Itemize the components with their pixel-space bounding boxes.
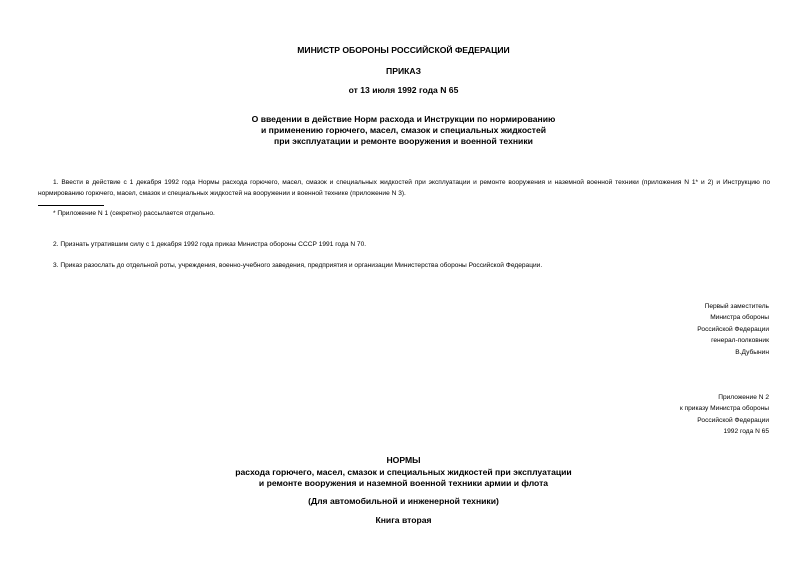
- signature-line-5: В.Дубынин: [735, 348, 769, 356]
- doc-type-heading: ПРИКАЗ: [386, 66, 421, 76]
- signature-line-2: Министра обороны: [710, 314, 769, 322]
- norms-subtitle-line-2: и ремонте вооружения и наземной военной техники армии и флота: [258, 478, 549, 488]
- ministry-heading: МИНИСТР ОБОРОНЫ РОССИЙСКОЙ ФЕДЕРАЦИИ: [297, 45, 510, 55]
- signature-line-4: генерал-полковник: [711, 337, 769, 345]
- order-date-number: от 13 июля 1992 года N 65: [348, 85, 459, 95]
- norms-book: Книга вторая: [375, 515, 432, 525]
- order-title-line-3: при эксплуатации и ремонте вооружения и военной техники: [274, 136, 533, 146]
- order-paragraph-1: 1. Ввести в действие с 1 декабря 1992 года Нормы расхода горючего, масел, смазок и специальных жидкостей при эксплуатации и ремонте вооружения и наземной военной техники (приложения N 1* и 2) и Инструкцию по нормированию горючего, масел, смазок и специальных жидкостей на вооружении и военной технике (приложение N 3).: [38, 179, 770, 197]
- appendix-line-1: Приложение N 2: [718, 394, 769, 401]
- signature-line-1: Первый заместитель: [704, 303, 769, 310]
- footnote-divider: [38, 205, 104, 206]
- norms-subtitle-line-1: расхода горючего, масел, смазок и специальных жидкостей при эксплуатации: [235, 467, 572, 477]
- order-paragraph-3: 3. Приказ разослать до отдельной роты, учреждения, военно-учебного заведения, предприятия и организации Министерства обороны Российской Федерации.: [53, 262, 543, 269]
- order-paragraph-2: 2. Признать утратившим силу с 1 декабря 1992 года приказ Министра обороны СССР 1991 года N 70.: [53, 241, 367, 248]
- appendix-line-3: Российской Федерации: [697, 416, 769, 424]
- appendix-line-4: 1992 года N 65: [723, 428, 769, 436]
- order-title-line-1: О введении в действие Норм расхода и Инструкции по нормированию: [251, 114, 556, 124]
- order-title-line-2: и применению горючего, масел, смазок и специальных жидкостей: [260, 125, 547, 135]
- norms-heading: НОРМЫ: [386, 455, 421, 465]
- appendix-line-2: к приказу Министра обороны: [679, 405, 769, 413]
- norms-scope: (Для автомобильной и инженерной техники): [308, 496, 499, 506]
- footnote-text: * Приложение N 1 (секретно) рассылается отдельно.: [53, 210, 215, 217]
- signature-line-3: Российской Федерации: [697, 325, 769, 333]
- appendix-reference-block: [680, 392, 769, 438]
- signature-block: [697, 301, 769, 358]
